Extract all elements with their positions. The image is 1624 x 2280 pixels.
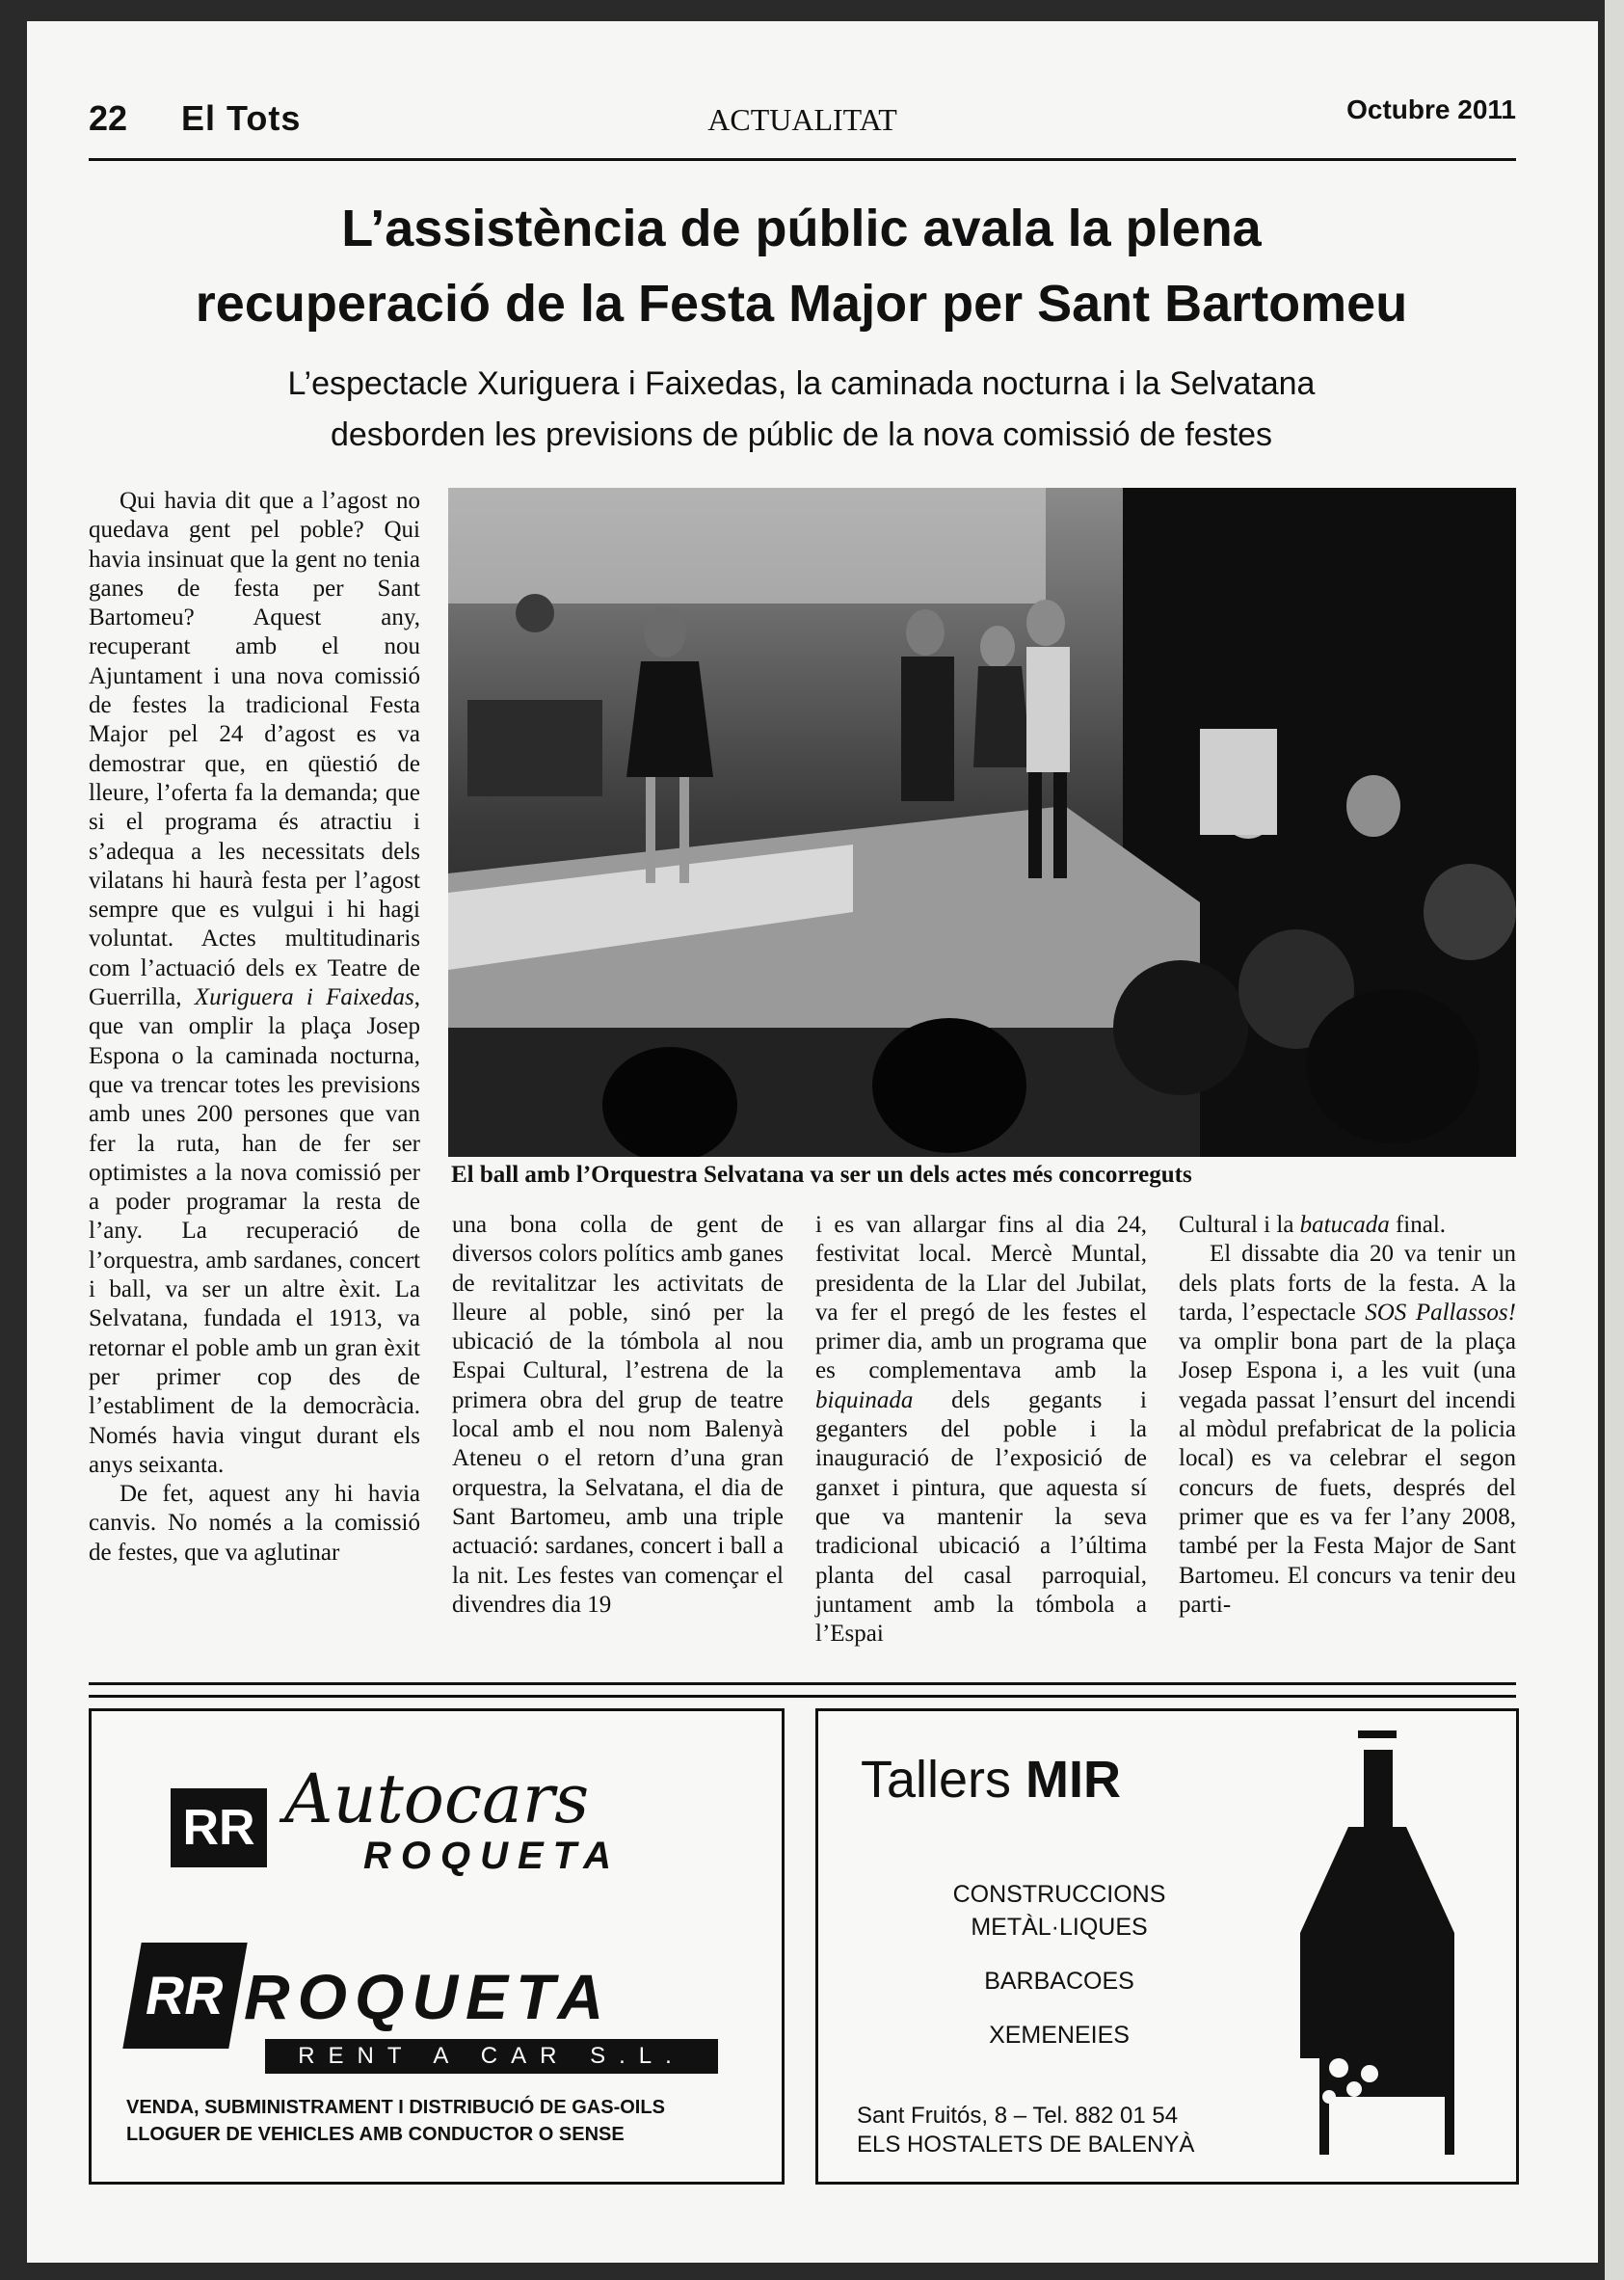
publication-name: El Tots	[181, 98, 302, 138]
mir-address-2: ELS HOSTALETS DE BALENYÀ	[857, 2132, 1195, 2158]
paragraph: Qui havia dit que a l’agost no quedava gent pel poble? Qui havia insinuat que la gent no tenia ganes de festa per Sant Bartomeu? Aquest any, recuperant amb el nou Ajuntament i una nova comissió de festes la tradicional Festa Major pel 24 d’agost es va demostrar que, en qüestió de lleure, l’oferta fa la demanda; que si el programa és atractiu i s’adequa a les necessitats dels vilatans hi haurà festa per l’agost sempre que es vulgui i hi hagi voluntat. Actes multitudinaris com l’actuació dels ex Teatre de Guerrilla, Xuriguera i Faixedas, que van omplir la plaça Josep Espona o la caminada nocturna, que va trencar totes les previsions amb unes 200 persones que van fer la ruta, han de fer ser optimistes a la nova comissió per a poder programar la resta de l’any. La recuperació de l’orquestra, amb sardanes, concert i ball, va ser un altre èxit. La Selvatana, fundada el 1913, va retornar el poble amb un gran èxit per primer cop des de l’establiment de la democràcia. Només havia vingut durant els anys seixanta.	[89, 488, 421, 1478]
roqueta-logo-mark: RR	[171, 1788, 267, 1867]
section-title: ACTUALITAT	[707, 102, 897, 137]
paragraph: Cultural i la batucada final.	[1179, 1212, 1447, 1238]
roqueta-service-line-2: LLOGUER DE VEHICLES AMB CONDUCTOR O SENSE	[126, 2124, 625, 2145]
roqueta-service-line-1: VENDA, SUBMINISTRAMENT I DISTRIBUCIÓ DE GAS-OILS	[126, 2097, 665, 2118]
article-headline	[87, 191, 1516, 341]
paragraph: una bona colla de gent de diversos colors polítics amb ganes de revitalitzar les activitats de lleure al poble, sinó per la ubicació de la tómbola al nou Espai Cultural, l’estrena de la primera obra del grup de teatre local amb el nou nom Balenyà Ateneu o el retorn d’una gran orquestra, la Selvatana, el dia de Sant Bartomeu, amb una triple actuació: sardanes, concert i ball a la nit. Les festes van començar el divendres dia 19	[452, 1212, 784, 1618]
stage-photo-illustration	[448, 488, 1516, 1157]
page-edge	[1605, 0, 1624, 2280]
article-subheadline	[87, 359, 1516, 461]
mir-service-2: METÀL·LIQUES	[971, 1914, 1148, 1941]
page-number: 22	[89, 98, 128, 138]
subhead-line-1: L’espectacle Xuriguera i Faixedas, la caminada nocturna i la Selvatana	[287, 365, 1316, 402]
ad-tallers-mir	[815, 1708, 1519, 2185]
mir-address-1: Sant Fruitós, 8 – Tel. 882 01 54	[857, 2103, 1179, 2129]
roqueta-script-title: Autocars	[284, 1759, 590, 1838]
concert-photo	[448, 488, 1516, 1157]
rent-a-car-bar: RENT A CAR S.L.	[265, 2039, 718, 2074]
mir-service-4: XEMENEIES	[989, 2022, 1130, 2049]
article-column-2	[452, 1211, 784, 1620]
roqueta-big-wordmark: ROQUETA	[244, 1961, 612, 2032]
headline-line-2: recuperació de la Festa Major per Sant Bartomeu	[195, 275, 1408, 333]
mir-service-3: BARBACOES	[984, 1968, 1134, 1995]
page-header	[89, 94, 1516, 161]
subhead-line-2: desborden les previsions de públic de la nova comissió de festes	[330, 416, 1273, 453]
ad-autocars-roqueta	[89, 1708, 785, 2185]
issue-date: Octubre 2011	[1346, 94, 1516, 124]
mir-service-1: CONSTRUCCIONS	[952, 1881, 1166, 1908]
photo-caption: El ball amb l’Orquestra Selvatana va ser un dels actes més concorreguts	[451, 1162, 1192, 1188]
article-column-3	[815, 1211, 1147, 1649]
paragraph: i es van allargar fins al dia 24, festivitat local. Mercè Muntal, presidenta de la Llar del Jubilat, va fer el pregó de les festes el primer dia, amb un programa que es complementava amb la biquinada dels gegants i geganters del poble i la inauguració de l’exposició de ganxet i pintura, que aquesta sí que va mantenir la seva tradicional ubicació a l’última planta del casal parroquial, juntament amb la tómbola a l’Espai	[815, 1212, 1147, 1648]
roqueta-small-wordmark: ROQUETA	[363, 1835, 622, 1877]
article-column-4	[1179, 1211, 1516, 1620]
ads-separator	[89, 1682, 1516, 1698]
headline-line-1: L’assistència de públic avala la plena	[341, 200, 1262, 257]
paragraph: De fet, aquest any hi havia canvis. No només a la comissió de festes, que va aglutinar	[89, 1481, 420, 1566]
roqueta-logo-mark-2: RR	[122, 1943, 247, 2049]
barbecue-grill-illustration	[1262, 1730, 1483, 2164]
article-column-1	[89, 487, 420, 1568]
paragraph: El dissabte dia 20 va tenir un dels plats forts de la festa. A la tarda, l’espectacle SOS Pallassos! va omplir bona part de la plaça Josep Espona i, a les vuit (una vegada passat l’ensurt del incendi al mòdul prefabricat de la policia local) es va celebrar el segon concurs de fuets, després del primer que es va fer l’any 2008, també per la Festa Major de Sant Bartomeu. El concurs va tenir deu parti-	[1179, 1241, 1516, 1618]
tallers-mir-title: Tallers MIR	[861, 1751, 1122, 1809]
